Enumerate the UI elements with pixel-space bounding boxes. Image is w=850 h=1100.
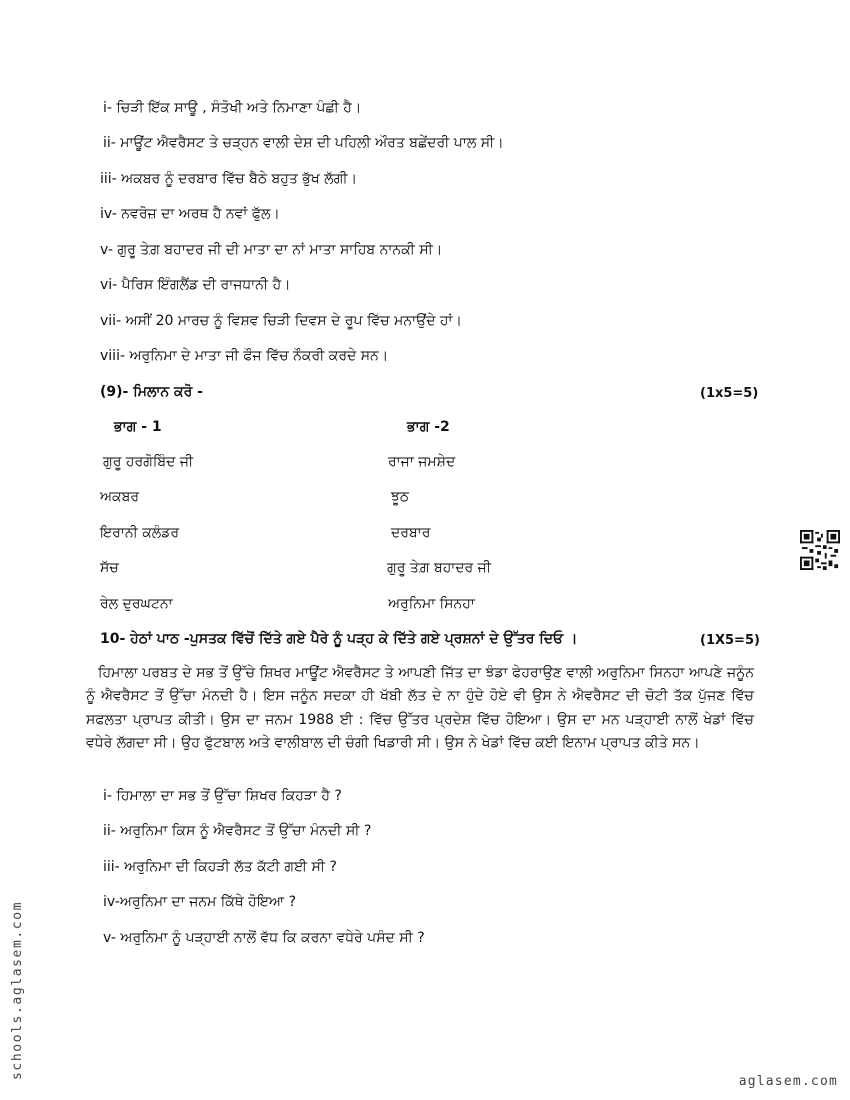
q10-question-2: ii- ਅਰੁਨਿਮਾ ਕਿਸ ਨੂੰ ਐਵਰੈਸਟ ਤੋਂ ਉੱਚਾ ਮੰਨਦੀ ਸੀ ? bbox=[103, 823, 372, 839]
q9-right-5: ਅਰੁਨਿਮਾ ਸਿਨਹਾ bbox=[388, 596, 475, 612]
q10-passage bbox=[86, 662, 754, 756]
q10-question-4: iv-ਅਰੁਨਿਮਾ ਦਾ ਜਨਮ ਕਿੱਥੇ ਹੋਇਆ ? bbox=[103, 894, 297, 910]
q9-right-1: ਰਾਜਾ ਜਮਸ਼ੇਦ bbox=[388, 454, 456, 470]
q9-right-3: ਦਰਬਾਰ bbox=[391, 525, 431, 541]
statement-7: vii- ਅਸੀਂ 20 ਮਾਰਚ ਨੂੰ ਵਿਸ਼ਵ ਚਿੜੀ ਦਿਵਸ ਦੇ ਰੂਪ ਵਿੱਚ ਮਨਾਉਂਦੇ ਹਾਂ। bbox=[100, 313, 462, 329]
q9-left-2: ਅਕਬਰ bbox=[100, 489, 140, 505]
statement-1: i- ਚਿੜੀ ਇੱਕ ਸਾਊ , ਸੰਤੋਖੀ ਅਤੇ ਨਿਮਾਣਾ ਪੰਛੀ ਹੈ। bbox=[103, 100, 362, 116]
q9-col1-header: ਭਾਗ - 1 bbox=[114, 419, 162, 435]
q9-right-2: ਝੂਠ bbox=[391, 489, 410, 505]
q9-title: (9)- ਮਿਲਾਨ ਕਰੋ - bbox=[100, 384, 203, 400]
q9-left-4: ਸੱਚ bbox=[100, 560, 119, 576]
q9-marks: (1x5=5) bbox=[700, 386, 759, 401]
statement-6: vi- ਪੈਰਿਸ ਇੰਗਲੈਂਡ ਦੀ ਰਾਜਧਾਨੀ ਹੈ। bbox=[100, 277, 291, 293]
statement-3: iii- ਅਕਬਰ ਨੂੰ ਦਰਬਾਰ ਵਿੱਚ ਬੈਠੇ ਬਹੁਤ ਭੁੱਖ ਲੱਗੀ। bbox=[100, 171, 358, 187]
q10-question-3: iii- ਅਰੁਨਿਮਾ ਦੀ ਕਿਹੜੀ ਲੱਤ ਕੱਟੀ ਗਈ ਸੀ ? bbox=[103, 859, 337, 875]
qr-code-icon bbox=[800, 530, 840, 570]
q9-right-4: ਗੁਰੂ ਤੇਗ਼ ਬਹਾਦਰ ਜੀ bbox=[387, 560, 492, 576]
q9-left-1: ਗੁਰੂ ਹਰਗੋਬਿੰਦ ਜੀ bbox=[103, 454, 194, 470]
q10-passage-text: ਹਿਮਾਲਾ ਪਰਬਤ ਦੇ ਸਭ ਤੋਂ ਉੱਚੇ ਸ਼ਿਖਰ ਮਾਊਂਟ ਐਵਰੈਸਟ ਤੇ ਆਪਣੀ ਜਿੱਤ ਦਾ ਝੰਡਾ ਫੇਹਰਾਉਣ ਵਾਲੀ ਅਰੁਨਿਮਾ ਸਿਨਹਾ ਆਪਣੇ ਜਨੂੰਨ ਨੂੰ ਐਵਰੈਸਟ ਤੋਂ ਉੱਚਾ ਮੰਨਦੀ ਹੈ। ਇਸ ਜਨੂੰਨ ਸਦਕਾ ਹੀ ਖੱਬੀ ਲੱਤ ਦੇ ਨਾ ਹੁੰਦੇ ਹੋਏ ਵੀ ਉਸ ਨੇ ਐਵਰੈਸਟ ਦੀ ਚੋਟੀ ਤੱਕ ਪੁੱਜਣ ਵਿੱਚ ਸਫਲਤਾ ਪ੍ਰਾਪਤ ਕੀਤੀ। ਉਸ ਦਾ ਜਨਮ 1988 ਈ : ਵਿੱਚ ਉੱਤਰ ਪ੍ਰਦੇਸ਼ ਵਿੱਚ ਹੋਇਆ। ਉਸ ਦਾ ਮਨ ਪੜ੍ਹਾਈ ਨਾਲੋਂ ਖੇਡਾਂ ਵਿੱਚ ਵਧੇਰੇ ਲੱਗਦਾ ਸੀ। ਉਹ ਫੁੱਟਬਾਲ ਅਤੇ ਵਾਲੀਬਾਲ ਦੀ ਚੰਗੀ ਖਿਡਾਰੀ ਸੀ। ਉਸ ਨੇ ਖੇਡਾਂ ਵਿੱਚ ਕਈ ਇਨਾਮ ਪ੍ਰਾਪਤ ਕੀਤੇ ਸਨ। bbox=[86, 665, 754, 752]
q10-marks: (1X5=5) bbox=[700, 633, 760, 648]
q10-question-1: i- ਹਿਮਾਲਾ ਦਾ ਸਭ ਤੋਂ ਉੱਚਾ ਸ਼ਿਖਰ ਕਿਹੜਾ ਹੈ ? bbox=[103, 788, 342, 804]
statement-2: ii- ਮਾਊਂਟ ਐਵਰੈਸਟ ਤੇ ਚੜ੍ਹਨ ਵਾਲੀ ਦੇਸ਼ ਦੀ ਪਹਿਲੀ ਔਰਤ ਬਛੇਂਦਰੀ ਪਾਲ ਸੀ। bbox=[103, 135, 504, 151]
statement-8: viii- ਅਰੁਨਿਮਾ ਦੇ ਮਾਤਾ ਜੀ ਫੌਜ ਵਿੱਚ ਨੌਕਰੀ ਕਰਦੇ ਸਨ। bbox=[100, 348, 389, 364]
statement-4: iv- ਨਵਰੋਜ਼ ਦਾ ਅਰਥ ਹੈ ਨਵਾਂ ਫੁੱਲ। bbox=[100, 206, 280, 222]
q9-left-5: ਰੇਲ ਦੁਰਘਟਨਾ bbox=[100, 596, 173, 612]
q10-question-5: v- ਅਰੁਨਿਮਾ ਨੂੰ ਪੜ੍ਹਾਈ ਨਾਲੋਂ ਵੱਧ ਕਿ ਕਰਨਾ ਵਧੇਰੇ ਪਸੰਦ ਸੀ ? bbox=[103, 930, 425, 946]
q10-title: 10- ਹੇਠਾਂ ਪਾਠ -ਪੁਸਤਕ ਵਿੱਚੋਂ ਦਿੱਤੇ ਗਏ ਪੈਰੇ ਨੂੰ ਪੜ੍ਹ ਕੇ ਦਿੱਤੇ ਗਏ ਪ੍ਰਸ਼ਨਾਂ ਦੇ ਉੱਤਰ ਦਿਓ । bbox=[100, 631, 578, 647]
side-watermark: schools.aglasem.com bbox=[10, 900, 25, 1080]
statement-5: v- ਗੁਰੂ ਤੇਗ਼ ਬਹਾਦਰ ਜੀ ਦੀ ਮਾਤਾ ਦਾ ਨਾਂ ਮਾਤਾ ਸਾਹਿਬ ਨਾਨਕੀ ਸੀ। bbox=[100, 242, 443, 258]
q9-left-3: ਇਰਾਨੀ ਕਲੰਡਰ bbox=[100, 525, 180, 541]
footer-watermark: aglasem.com bbox=[738, 1074, 838, 1089]
q9-col2-header: ਭਾਗ -2 bbox=[407, 419, 450, 435]
